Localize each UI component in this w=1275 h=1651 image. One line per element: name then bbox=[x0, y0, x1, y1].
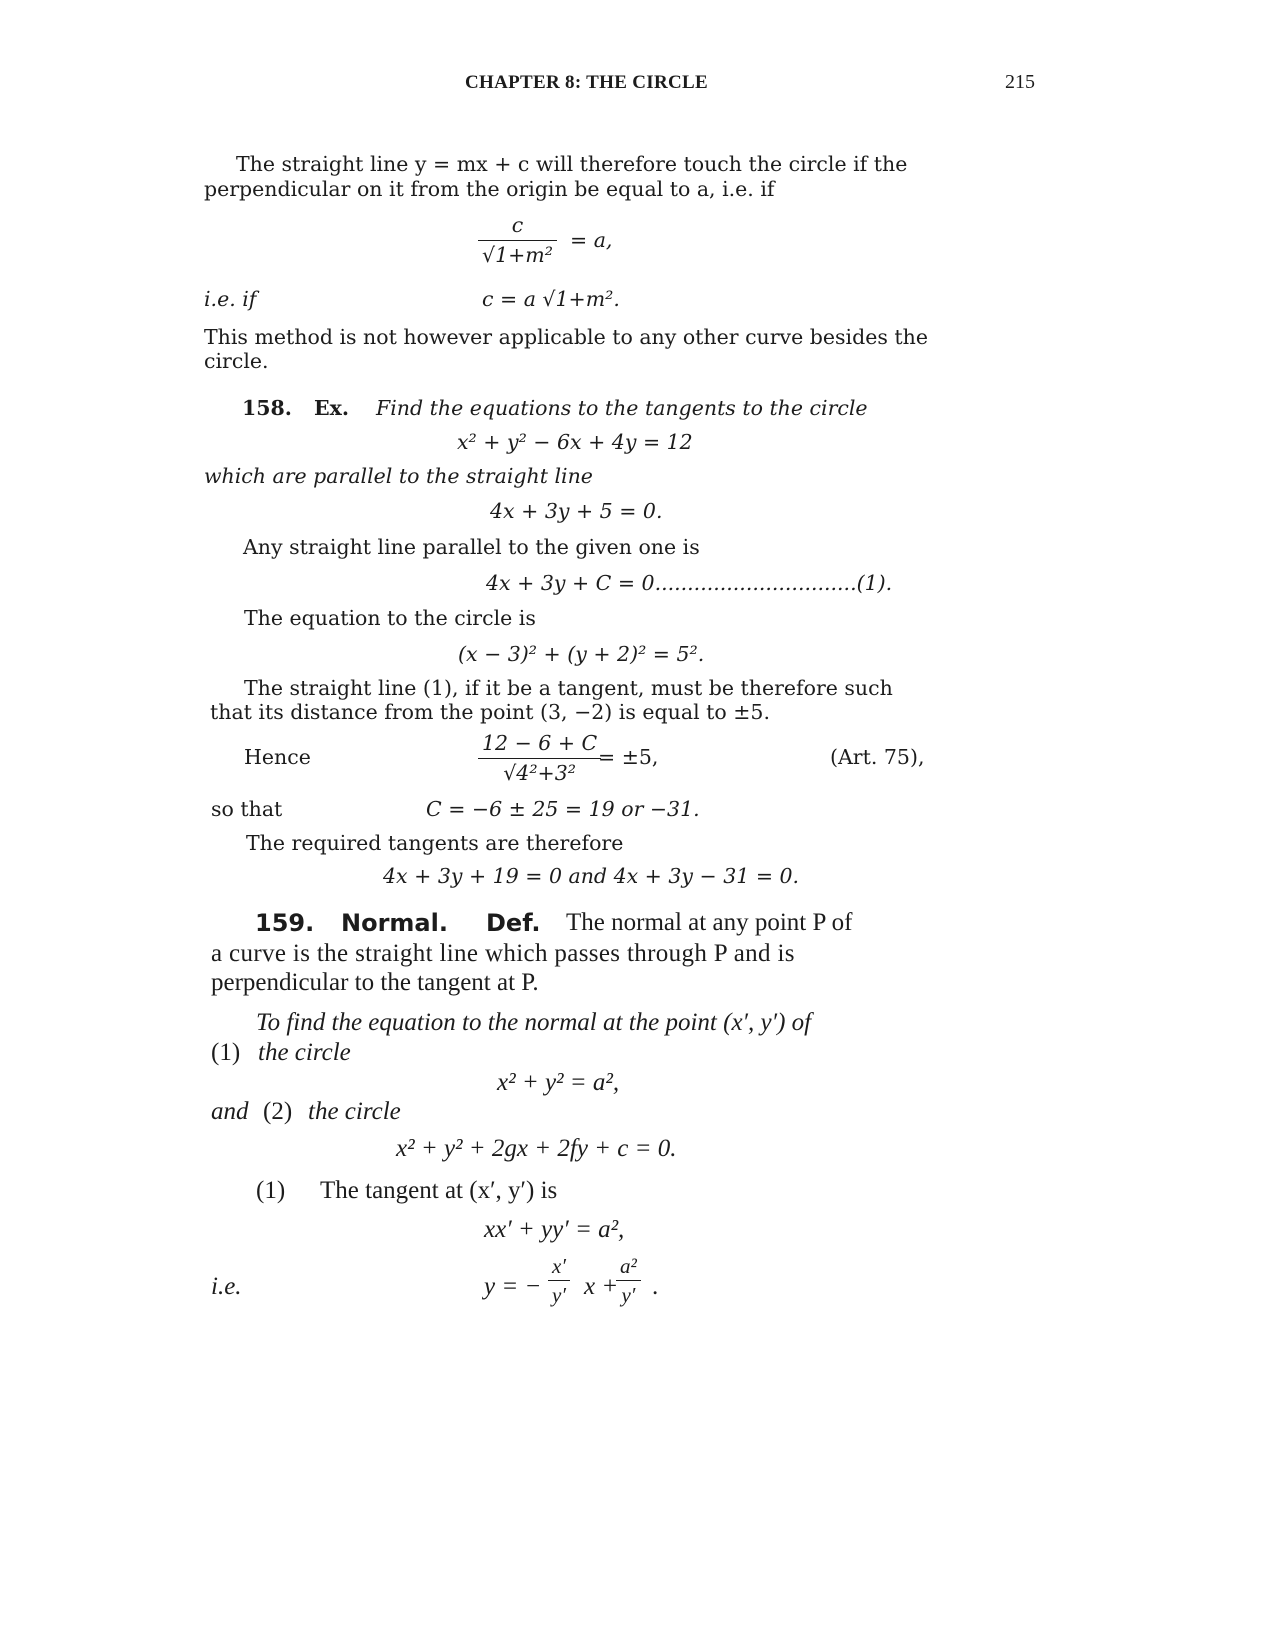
art-reference: (Art. 75), bbox=[830, 745, 925, 769]
ex158-eq-general: 4x + 3y + C = 0...............................(1). bbox=[486, 571, 893, 595]
normal-frac1-den: y′ bbox=[548, 1280, 570, 1307]
sec159-find-line1: To find the equation to the normal at the point (x′, y′) of bbox=[256, 1009, 812, 1036]
eq2-label: i.e. if bbox=[204, 287, 257, 311]
eq1-rhs: = a, bbox=[570, 228, 613, 252]
normal-frac1 bbox=[548, 1254, 570, 1307]
eq1-denominator: √1+m² bbox=[478, 240, 557, 268]
sec159-title: Normal. bbox=[341, 909, 448, 937]
ex158-label: Ex. bbox=[314, 396, 349, 420]
sec159-eq-circle2: x² + y² + 2gx + 2fy + c = 0. bbox=[396, 1135, 677, 1162]
sec159-end: . bbox=[652, 1273, 659, 1300]
hence-numerator: 12 − 6 + C bbox=[482, 731, 598, 755]
ex158-tangent-line2: that its distance from the point (3, −2) is equal to ±5. bbox=[210, 700, 770, 724]
normal-frac2-den: y′ bbox=[616, 1280, 641, 1307]
sec159-def-line1: The normal at any point P of bbox=[566, 909, 853, 936]
para2-line1: This method is not however applicable to any other curve besides the bbox=[204, 325, 928, 349]
chapter-header: CHAPTER 8: THE CIRCLE bbox=[465, 72, 708, 93]
sec159-def-label: Def. bbox=[486, 909, 541, 937]
sec159-find-line2: the circle bbox=[258, 1039, 351, 1066]
sec159-and-circle: the circle bbox=[308, 1098, 401, 1125]
ex158-line-eq: 4x + 3y + 5 = 0. bbox=[490, 499, 663, 523]
sec159-tangent-eq: xx′ + yy′ = a², bbox=[484, 1216, 625, 1243]
sec159-def-line3: perpendicular to the tangent at P. bbox=[211, 969, 539, 996]
sec159-def-line2: a curve is the straight line which passes through P and is bbox=[211, 940, 795, 967]
hence-rhs: = ±5, bbox=[598, 745, 659, 769]
sec159-eq-circle1: x² + y² = a², bbox=[497, 1069, 620, 1096]
sec159-mid: x + bbox=[584, 1273, 619, 1300]
ex158-circle-is: The equation to the circle is bbox=[244, 606, 536, 630]
eq1-numerator: c bbox=[511, 213, 524, 237]
eq1-fraction bbox=[478, 213, 557, 268]
para1-line1: The straight line y = mx + c will therefore touch the circle if the bbox=[236, 152, 908, 176]
para2-line2: circle. bbox=[204, 349, 269, 373]
ex158-required: The required tangents are therefore bbox=[246, 831, 624, 855]
para1-line2: perpendicular on it from the origin be equal to a, i.e. if bbox=[204, 177, 775, 201]
ex158-any-line: Any straight line parallel to the given one is bbox=[243, 535, 700, 559]
normal-frac1-num: x′ bbox=[552, 1254, 566, 1278]
ex158-hence: Hence bbox=[244, 745, 311, 769]
ex158-circle-eq: x² + y² − 6x + 4y = 12 bbox=[457, 430, 693, 454]
ex158-so-that: so that bbox=[211, 797, 283, 821]
sec159-step1-text: The tangent at (x′, y′) is bbox=[320, 1177, 558, 1204]
normal-frac2 bbox=[616, 1254, 641, 1307]
sec159-ie: i.e. bbox=[211, 1273, 242, 1300]
sec159-and: and bbox=[211, 1098, 249, 1125]
ex158-prompt: Find the equations to the tangents to the circle bbox=[376, 396, 868, 420]
ex158-answer: 4x + 3y + 19 = 0 and 4x + 3y − 31 = 0. bbox=[383, 864, 800, 888]
ex158-so-that-eq: C = −6 ± 25 = 19 or −31. bbox=[426, 797, 700, 821]
normal-frac2-num: a² bbox=[620, 1254, 637, 1278]
sec159-find-line2-num: (1) bbox=[211, 1039, 241, 1066]
ex158-tangent-line1: The straight line (1), if it be a tangent, must be therefore such bbox=[244, 676, 893, 700]
sec159-step1-num: (1) bbox=[256, 1177, 286, 1204]
hence-denominator: √4²+3² bbox=[478, 758, 601, 786]
hence-fraction bbox=[478, 731, 601, 786]
ex158-which-line: which are parallel to the straight line bbox=[204, 464, 593, 488]
ex158-number: 158. bbox=[242, 396, 292, 420]
page-number: 215 bbox=[1005, 71, 1035, 93]
sec159-and-num: (2) bbox=[263, 1098, 293, 1125]
sec159-number: 159. bbox=[255, 909, 315, 937]
eq2-formula: c = a √1+m². bbox=[482, 287, 620, 311]
ex158-circle-std: (x − 3)² + (y + 2)² = 5². bbox=[458, 642, 705, 666]
sec159-y-eq-lhs: y = − bbox=[484, 1273, 542, 1300]
